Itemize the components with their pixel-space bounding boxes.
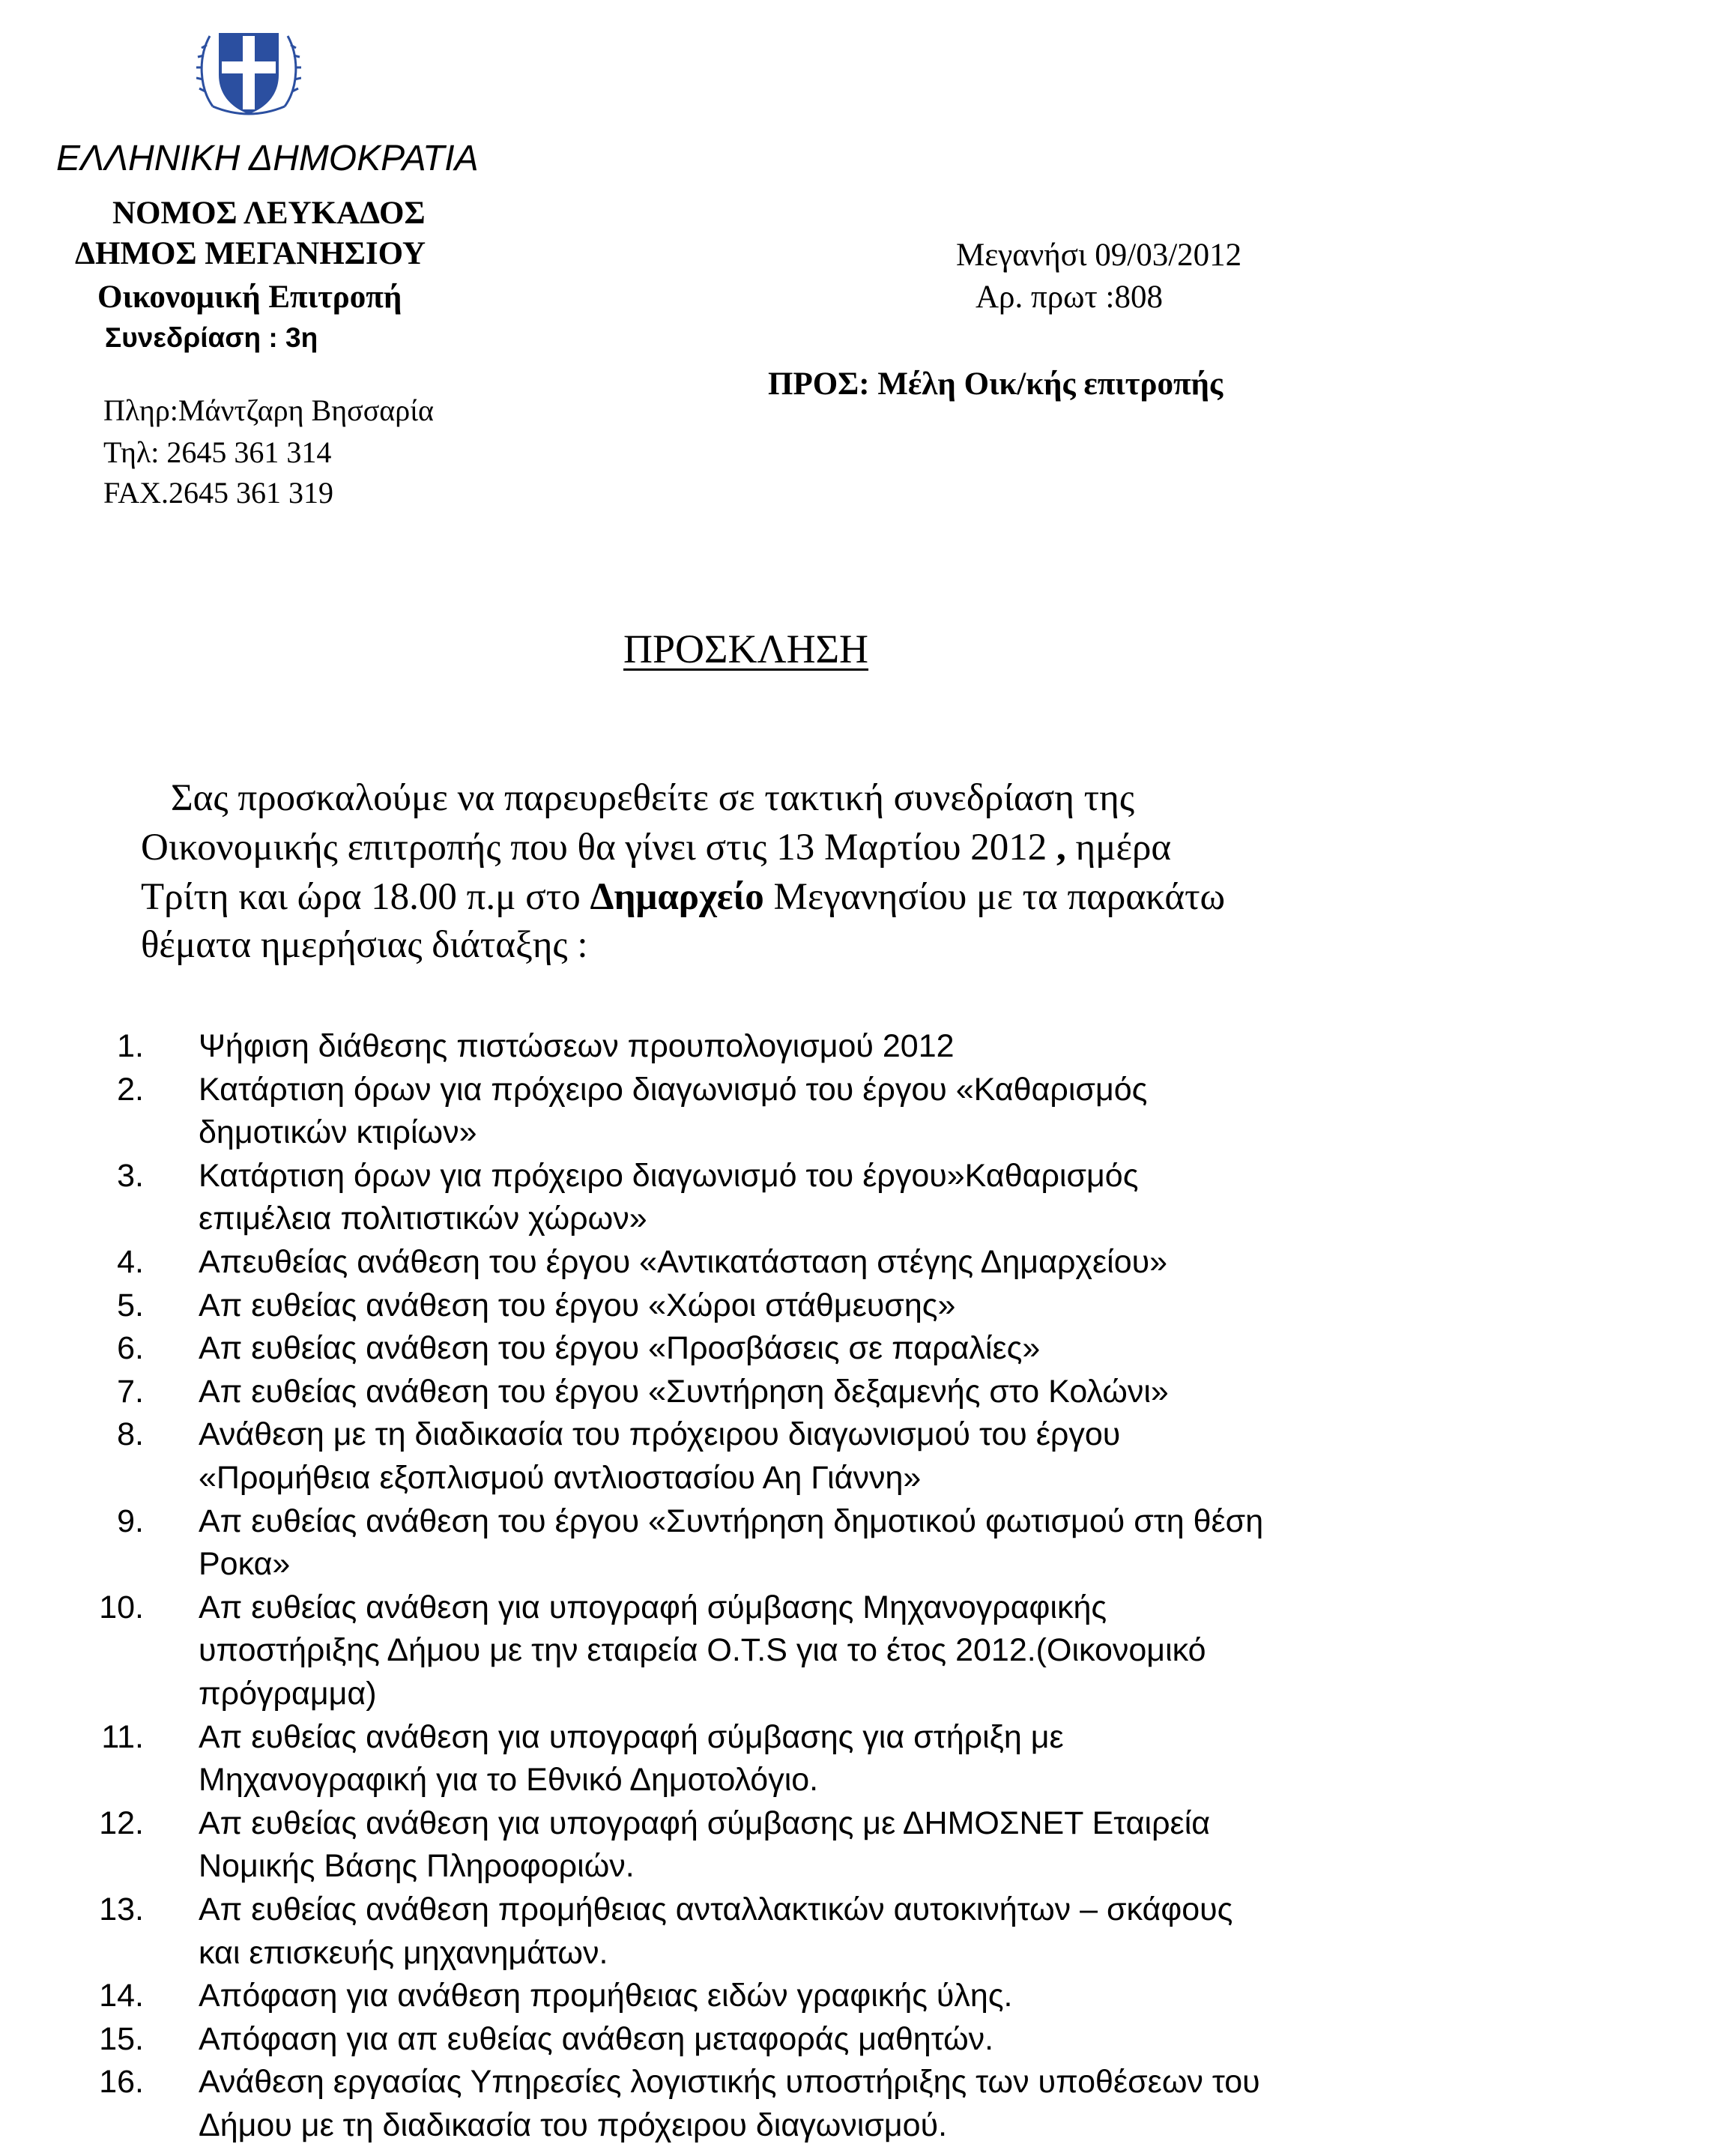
agenda-item-number: 9. — [117, 1503, 144, 1539]
intro-line — [141, 826, 1171, 869]
agenda-item-number: 13. — [99, 1891, 144, 1927]
agenda-item-number: 10. — [99, 1589, 144, 1625]
agenda-item-number: 3. — [117, 1157, 144, 1194]
agenda-item-number: 1. — [117, 1028, 144, 1064]
agenda-item-number: 16. — [99, 2064, 144, 2101]
agenda-item-text: Κατάρτιση όρων για πρόχειρο διαγωνισμό του έργου «Καθαρισμός — [199, 1071, 1148, 1108]
intro-line — [141, 875, 1225, 919]
agenda-item-number: 12. — [99, 1805, 144, 1841]
agenda-item-text: Ψήφιση διάθεσης πιστώσεων προυπολογισμού 2012 — [199, 1028, 955, 1064]
agenda-item-text: Ανάθεση με τη διαδικασία του πρόχειρου διαγωνισμού του έργου — [199, 1416, 1121, 1453]
country-heading: ΕΛΛΗΝΙΚΗ ΔΗΜΟΚΡΑΤΙΑ — [56, 139, 479, 178]
agenda-item-text: Απ ευθείας ανάθεση του έργου «Συντήρηση δεξαμενής στο Κολώνι» — [199, 1373, 1169, 1410]
agenda-item-number: 7. — [117, 1373, 144, 1410]
agenda-item-number: 14. — [99, 1978, 144, 2014]
agenda-item-text: Απ ευθείας ανάθεση προμήθειας ανταλλακτικών αυτοκινήτων – σκάφους — [199, 1891, 1233, 1927]
intro-text: Μεγανησίου με τα παρακάτω — [763, 876, 1226, 918]
agenda-item-number: 15. — [99, 2020, 144, 2057]
municipality-heading: ΔΗΜΟΣ ΜΕΓΑΝΗΣΙΟΥ — [75, 236, 426, 271]
agenda-item-continuation: «Προμήθεια εξοπλισμού αντλιοστασίου Αη Γιάννη» — [199, 1460, 922, 1496]
agenda-item-number: 2. — [117, 1071, 144, 1108]
coat-of-arms-emblem — [196, 16, 301, 121]
agenda-item-continuation: Νομικής Βάσης Πληροφοριών. — [199, 1848, 635, 1885]
document-title: ΠΡΟΣΚΛΗΣΗ — [623, 626, 869, 671]
fax-number: FAX.2645 361 319 — [103, 476, 334, 510]
agenda-item-text: Απ ευθείας ανάθεση για υπογραφή σύμβασης Μηχανογραφικής — [199, 1589, 1107, 1625]
agenda-item-text: Απ ευθείας ανάθεση του έργου «Συντήρηση δημοτικού φωτισμού στη θέση — [199, 1503, 1264, 1539]
agenda-item-continuation: υποστήριξης Δήμου με την εταιρεία O.T.S για το έτος 2012.(Οικονομικό — [199, 1632, 1206, 1669]
intro-text: Οικονομικής επιτροπής που θα γίνει στις 13 Μαρτίου 2012 — [141, 827, 1057, 869]
intro-text-bold: Δημαρχείο — [590, 876, 764, 918]
agenda-item-number: 8. — [117, 1416, 144, 1453]
agenda-item-text: Ανάθεση εργασίας Υπηρεσίες λογιστικής υποστήριξης των υποθέσεων του — [199, 2064, 1260, 2101]
agenda-item-text: Απ ευθείας ανάθεση του έργου «Χώροι στάθμευσης» — [199, 1287, 956, 1323]
agenda-item-text: Απ ευθείας ανάθεση του έργου «Προσβάσεις σε παραλίες» — [199, 1330, 1041, 1367]
prefecture-heading: ΝΟΜΟΣ ΛΕΥΚΑΔΟΣ — [112, 196, 426, 231]
agenda-item-text: Απευθείας ανάθεση του έργου «Αντικατάσταση στέγης Δημαρχείου» — [199, 1244, 1168, 1280]
agenda-item-text: Απ ευθείας ανάθεση για υπογραφή σύμβασης για στήριξη με — [199, 1718, 1064, 1755]
protocol-number: Αρ. πρωτ :808 — [976, 280, 1163, 315]
intro-text: ημέρα — [1065, 827, 1172, 869]
agenda-item-text: Κατάρτιση όρων για πρόχειρο διαγωνισμό του έργου»Καθαρισμός — [199, 1157, 1139, 1194]
agenda-item-continuation: Δήμου με τη διαδικασία του πρόχειρου διαγωνισμού. — [199, 2107, 948, 2143]
agenda-item-number: 4. — [117, 1244, 144, 1280]
contact-person: Πληρ:Μάντζαρη Βησσαρία — [103, 393, 434, 427]
agenda-item-continuation: και επισκευής μηχανημάτων. — [199, 1934, 608, 1971]
agenda-item-number: 5. — [117, 1287, 144, 1323]
agenda-item-text: Απ ευθείας ανάθεση για υπογραφή σύμβασης με ΔΗΜΟΣΝΕΤ Εταιρεία — [199, 1805, 1211, 1841]
agenda-item-continuation: Μηχανογραφική για το Εθνικό Δημοτολόγιο. — [199, 1762, 819, 1799]
recipient-line: ΠΡΟΣ: Μέλη Οικ/κής επιτροπής — [768, 366, 1224, 402]
intro-text: Τρίτη και ώρα 18.00 π.μ στο — [141, 876, 590, 918]
agenda-item-continuation: Ροκα» — [199, 1546, 291, 1583]
agenda-item-number: 11. — [101, 1718, 144, 1755]
agenda-item-text: Απόφαση για ανάθεση προμήθειας ειδών γραφικής ύλης. — [199, 1978, 1013, 2014]
intro-text-bold: , — [1056, 827, 1066, 869]
agenda-item-continuation: επιμέλεια πολιτιστικών χώρων» — [199, 1201, 647, 1237]
agenda-item-continuation: δημοτικών κτιρίων» — [199, 1114, 477, 1151]
intro-line: Σας προσκαλούμε να παρευρεθείτε σε τακτική συνεδρίαση της — [171, 777, 1135, 819]
place-date: Μεγανήσι 09/03/2012 — [956, 238, 1242, 273]
agenda-item-text: Απόφαση για απ ευθείας ανάθεση μεταφοράς μαθητών. — [199, 2020, 994, 2057]
committee-heading: Οικονομική Επιτροπή — [97, 280, 402, 315]
intro-line: θέματα ημερήσιας διάταξης : — [141, 924, 588, 966]
agenda-item-continuation: πρόγραμμα) — [199, 1676, 377, 1712]
agenda-item-number: 6. — [117, 1330, 144, 1367]
phone-number: Τηλ: 2645 361 314 — [103, 435, 332, 469]
session-label: Συνεδρίαση : 3η — [105, 322, 318, 353]
